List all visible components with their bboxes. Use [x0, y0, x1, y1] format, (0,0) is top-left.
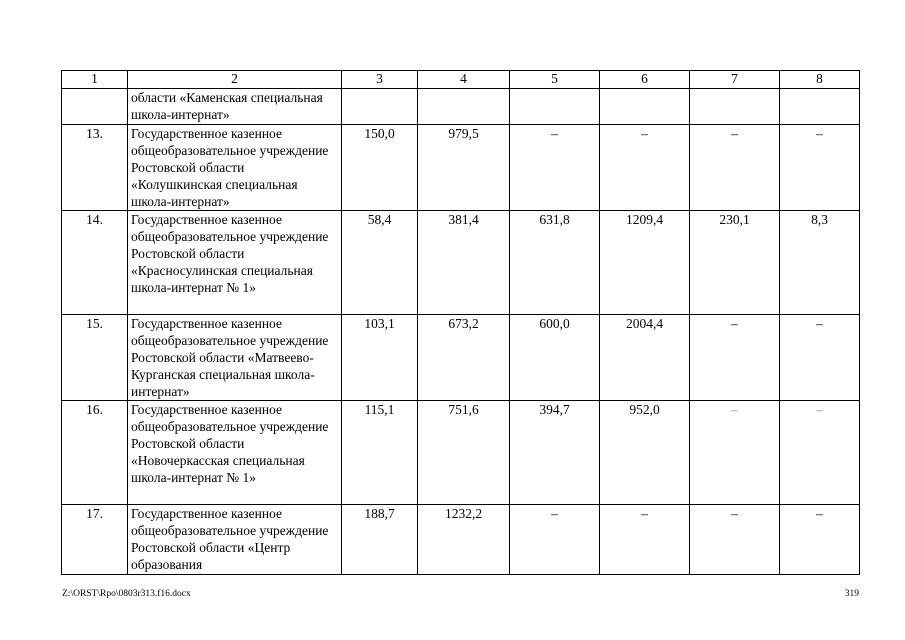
row-number: 13.	[62, 125, 128, 211]
cell-col7	[690, 89, 780, 125]
cell-col5: 631,8	[510, 211, 600, 315]
cell-col7: –	[690, 125, 780, 211]
cell-col8: –	[780, 315, 860, 401]
cell-col6: 2004,4	[600, 315, 690, 401]
institution-name: Государственное казенное общеобразовательное учреждение Ростовской области «Матвеево-Курганская специальная школа-интернат»	[128, 315, 342, 401]
cell-col7: –	[690, 505, 780, 575]
table-row	[62, 125, 860, 211]
cell-col6: 1209,4	[600, 211, 690, 315]
cell-col6: –	[600, 125, 690, 211]
cell-col4: 381,4	[418, 211, 510, 315]
row-number: 16.	[62, 401, 128, 505]
data-table	[61, 70, 860, 575]
cell-col5	[510, 89, 600, 125]
cell-col8: –	[780, 125, 860, 211]
cell-col7: –	[690, 315, 780, 401]
cell-col5: –	[510, 125, 600, 211]
row-number: 17.	[62, 505, 128, 575]
cell-col8: –	[780, 505, 860, 575]
institution-name: Государственное казенное общеобразовательное учреждение Ростовской области «Колушкинская специальная школа-интернат»	[128, 125, 342, 211]
cell-col3: 103,1	[342, 315, 418, 401]
footer-page-number: 319	[844, 589, 859, 599]
cell-col3: 188,7	[342, 505, 418, 575]
table-row	[62, 315, 860, 401]
institution-name: Государственное казенное общеобразовательное учреждение Ростовской области «Красносулинская специальная школа-интернат № 1»	[128, 211, 342, 315]
cell-col6: –	[600, 505, 690, 575]
institution-name: Государственное казенное общеобразовательное учреждение Ростовской области «Новочеркасская специальная школа-интернат № 1»	[128, 401, 342, 505]
cell-col8: 8,3	[780, 211, 860, 315]
cell-col4: 751,6	[418, 401, 510, 505]
column-header-4: 4	[418, 71, 510, 89]
cell-col4: 1232,2	[418, 505, 510, 575]
column-header-7: 7	[690, 71, 780, 89]
row-number	[62, 89, 128, 125]
header-row	[62, 71, 860, 89]
cell-col3: 115,1	[342, 401, 418, 505]
cell-col4: 673,2	[418, 315, 510, 401]
cell-col8: –	[780, 401, 860, 505]
column-header-8: 8	[780, 71, 860, 89]
footer-file-path: Z:\ORST\Rpo\0803r313.f16.docx	[62, 589, 191, 599]
row-number: 14.	[62, 211, 128, 315]
column-header-6: 6	[600, 71, 690, 89]
column-header-5: 5	[510, 71, 600, 89]
cell-col5: –	[510, 505, 600, 575]
column-header-3: 3	[342, 71, 418, 89]
row-number: 15.	[62, 315, 128, 401]
institution-name: Государственное казенное общеобразовательное учреждение Ростовской области «Центр образования	[128, 505, 342, 575]
cell-col3: 58,4	[342, 211, 418, 315]
cell-col7: –	[690, 401, 780, 505]
table-row	[62, 505, 860, 575]
cell-col4	[418, 89, 510, 125]
cell-col3	[342, 89, 418, 125]
cell-col6: 952,0	[600, 401, 690, 505]
cell-col3: 150,0	[342, 125, 418, 211]
cell-col7: 230,1	[690, 211, 780, 315]
table-row	[62, 89, 860, 125]
cell-col6	[600, 89, 690, 125]
cell-col5: 600,0	[510, 315, 600, 401]
column-header-1: 1	[62, 71, 128, 89]
cell-col5: 394,7	[510, 401, 600, 505]
table-row	[62, 401, 860, 505]
cell-col8	[780, 89, 860, 125]
column-header-2: 2	[128, 71, 342, 89]
cell-col4: 979,5	[418, 125, 510, 211]
institution-name: области «Каменская специальная школа-интернат»	[128, 89, 342, 125]
table-row	[62, 211, 860, 315]
